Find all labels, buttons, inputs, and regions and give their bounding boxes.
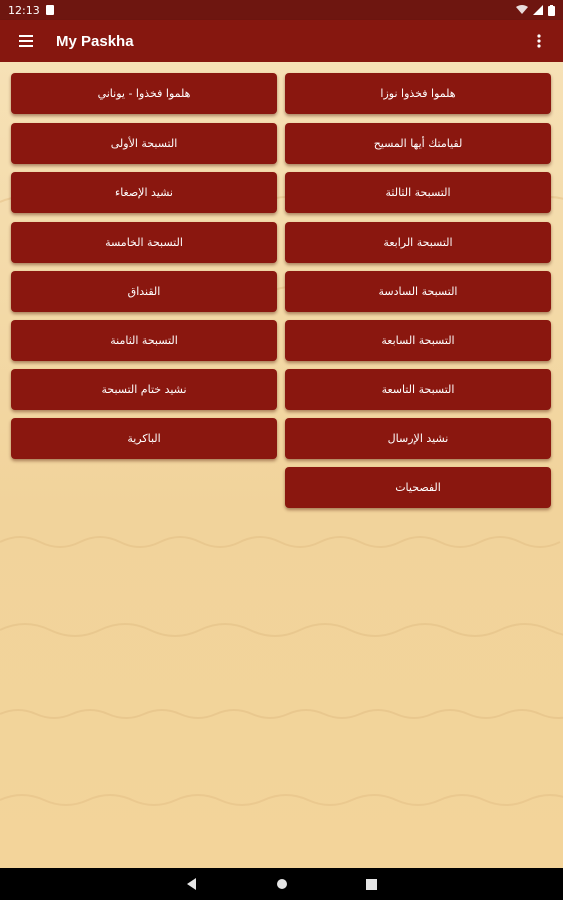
app-title: My Paskha [56,32,134,50]
nav-back-icon[interactable] [182,874,202,894]
button-ode-7[interactable]: التسبحة السابعة [285,320,551,361]
nav-home-icon[interactable] [272,874,292,894]
button-ode-8[interactable]: التسبحة الثامنة [11,320,277,361]
signal-icon [533,5,543,15]
button-halumu-greek[interactable]: هلموا فخذوا - يوناني [11,73,277,114]
button-exapostilarion[interactable]: نشيد الإرسال [285,418,551,459]
button-ode-6[interactable]: التسبحة السادسة [285,271,551,312]
nav-recents-icon[interactable] [362,874,382,894]
button-canon-closing-hymn[interactable]: نشيد ختام التسبحة [11,369,277,410]
button-hymn-isgha[interactable]: نشيد الإصغاء [11,172,277,213]
battery-icon [548,5,555,16]
system-nav-bar [0,868,563,900]
status-bar [0,0,563,20]
button-bakiriya[interactable]: الباكرية [11,418,277,459]
wifi-icon [516,5,528,15]
notification-icon [46,5,54,15]
button-ode-4[interactable]: التسبحة الرابعة [285,222,551,263]
button-paschal-verses[interactable]: الفصحيات [285,467,551,508]
status-time: 12:13 [8,3,40,17]
hamburger-menu-icon[interactable] [12,27,40,55]
app-bar [0,20,563,62]
button-ode-5[interactable]: التسبحة الخامسة [11,222,277,263]
button-ode-9[interactable]: التسبحة التاسعة [285,369,551,410]
button-halumu-nowza[interactable]: هلموا فخذوا نوزا [285,73,551,114]
more-vert-icon[interactable] [527,27,551,55]
button-ode-1[interactable]: التسبحة الأولى [11,123,277,164]
button-liqiyamatika[interactable]: لقيامتك أيها المسيح [285,123,551,164]
button-ode-3[interactable]: التسبحة الثالثة [285,172,551,213]
button-kontakion[interactable]: القنداق [11,271,277,312]
